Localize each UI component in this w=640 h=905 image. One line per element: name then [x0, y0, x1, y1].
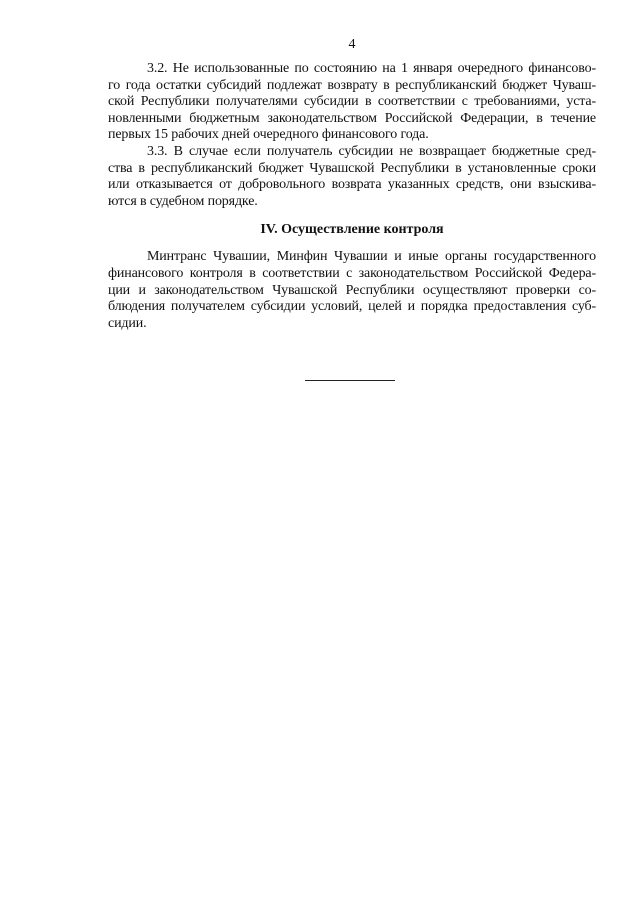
paragraph-line: сидии.: [108, 316, 147, 332]
paragraph-line: финансового контроля в соответствии с законодательством Российской Федера-: [108, 265, 596, 281]
section-4-heading: IV. Осуществление контроля: [260, 222, 444, 237]
paragraph-3-2: [108, 61, 596, 144]
paragraph-line: первых 15 рабочих дней очередного финансового года.: [108, 127, 429, 143]
paragraph-control: [108, 249, 596, 333]
paragraph-3-3: [108, 144, 596, 210]
section-3-text: [108, 61, 596, 210]
paragraph-line: новленными бюджетным законодательством Российской Федерации, в течение: [108, 110, 596, 126]
paragraph-line: 3.2. Не использованные по состоянию на 1 января очередного финансово-: [147, 61, 596, 76]
paragraph-line: Минтранс Чувашии, Минфин Чувашии и иные органы государственного: [147, 249, 596, 264]
paragraph-line: 3.3. В случае если получатель субсидии не возвращает бюджетные сред-: [147, 143, 596, 159]
paragraph-line: ской Республики получателями субсидии в соответствии с требованиями, уста-: [108, 94, 596, 110]
end-divider: [305, 380, 395, 381]
page-number: 4: [348, 37, 356, 52]
paragraph-line: ции и законодательством Чувашской Республики осуществляют проверки со-: [108, 282, 596, 298]
paragraph-line: или отказывается от добровольного возврата указанных средств, они взыскива-: [108, 177, 596, 193]
paragraph-line: ются в судебном порядке.: [108, 193, 258, 209]
paragraph-line: ства в республиканский бюджет Чувашской Республики в установленные сроки: [108, 160, 596, 176]
section-4-text: [108, 249, 596, 333]
paragraph-line: го года остатки субсидий подлежат возврату в республиканский бюджет Чуваш-: [108, 77, 596, 93]
paragraph-line: блюдения получателем субсидии условий, целей и порядка предоставления суб-: [108, 299, 596, 315]
